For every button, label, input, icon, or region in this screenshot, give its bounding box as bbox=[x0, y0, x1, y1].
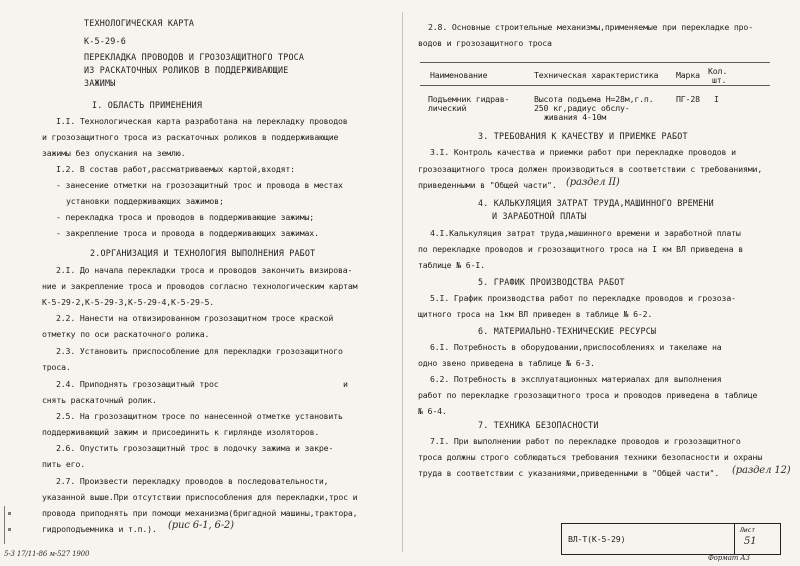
table-header: Марка bbox=[676, 70, 700, 80]
sheet-number: 51 bbox=[744, 536, 757, 547]
table-cell: лический bbox=[428, 103, 467, 113]
paragraph-line: по перекладке проводов и грозозащитного троса на I км ВЛ приведена в bbox=[418, 244, 743, 254]
doc-title: ТЕХНОЛОГИЧЕСКАЯ КАРТА bbox=[84, 18, 195, 28]
doc-code: К-5-29-6 bbox=[84, 36, 126, 46]
paragraph-line: зажимы без опускания на землю. bbox=[42, 148, 186, 158]
paragraph-line: 2.8. Основные строительные механизмы,применяемые при перекладке про- bbox=[428, 22, 753, 32]
section-title: И ЗАРАБОТНОЙ ПЛАТЫ bbox=[492, 211, 587, 221]
table-header: Наименование bbox=[430, 70, 488, 80]
table-cell: Высота подъема Н=28м,г.п. bbox=[534, 94, 654, 104]
handwritten-note: (раздел II) bbox=[566, 177, 620, 188]
paragraph-line: 2.4. Приподнять грозозащитный трос bbox=[56, 379, 219, 389]
paragraph-line: труда в соответствии с указаниями,приведенными в "Общей части". bbox=[418, 468, 720, 478]
table-header: Кол. bbox=[708, 66, 728, 76]
paragraph-line: 2.I. До начала перекладки троса и проводов закончить визирова- bbox=[56, 265, 353, 275]
paragraph-line: и bbox=[343, 379, 348, 389]
paragraph-line: пить его. bbox=[42, 459, 86, 469]
paragraph-line: 4.I.Калькуляция затрат труда,машинного времени и заработной платы bbox=[430, 228, 741, 238]
paragraph-line: I.2. В состав работ,рассматриваемых картой,входят: bbox=[56, 164, 295, 174]
table-cell: живания 4-10м bbox=[544, 112, 607, 122]
handwritten-note: (раздел 12) bbox=[732, 465, 791, 476]
table-cell: Подъемник гидрав- bbox=[428, 94, 510, 104]
paragraph-line: 5.I. График производства работ по перекладке проводов и грозоза- bbox=[430, 293, 736, 303]
column-divider bbox=[402, 12, 403, 552]
sheet-label: Лист bbox=[740, 526, 756, 534]
paragraph-line: поддерживающий зажим и присоединить к гирлянде изоляторов. bbox=[42, 427, 320, 437]
paragraph-line: снять раскаточный ролик. bbox=[42, 395, 157, 405]
format-label: Формат А3 bbox=[708, 554, 750, 562]
paragraph-line: 2.7. Произвести перекладку проводов в последовательности, bbox=[56, 476, 329, 486]
paragraph-line: провода приподнять при помощи механизма(бригадной машины,трактора, bbox=[42, 508, 358, 518]
doc-subtitle: ЗАЖИМЫ bbox=[84, 78, 116, 88]
section-title: I. ОБЛАСТЬ ПРИМЕНЕНИЯ bbox=[92, 100, 203, 110]
paragraph-line: К-5-29-2,К-5-29-3,К-5-29-4,К-5-29-5. bbox=[42, 297, 215, 307]
paragraph-line: указанной выше.При отсутствии приспособления для перекладки,трос и bbox=[42, 492, 358, 502]
paragraph-line: грозозащитного троса должен производиться в соответствии с требованиями, bbox=[418, 164, 763, 174]
table-cell: I bbox=[714, 94, 719, 104]
paragraph-line: 6.I. Потребность в оборудовании,приспособлениях и такелаже на bbox=[430, 342, 722, 352]
paragraph-line: щитного троса на 1км ВЛ приведен в таблице № 6-2. bbox=[418, 309, 653, 319]
doc-subtitle: ПЕРЕКЛАДКА ПРОВОДОВ И ГРОЗОЗАЩИТНОГО ТРОСА bbox=[84, 52, 305, 62]
paragraph-line: 2.6. Опустить грозозащитный трос в лодочку зажима и закре- bbox=[56, 443, 334, 453]
paragraph-line: работ по перекладке грозозащитного троса и проводов приведена в таблице bbox=[418, 390, 758, 400]
paragraph-line: одно звено приведена в таблице № 6-3. bbox=[418, 358, 595, 368]
list-item: - перекладка троса и проводов в поддерживающие зажимы; bbox=[56, 212, 315, 222]
table-header: Техническая характеристика bbox=[534, 70, 659, 80]
table-rule bbox=[420, 62, 770, 63]
list-item: - закрепление троса и провода в поддерживающих зажимах. bbox=[56, 228, 319, 238]
title-block-code-cell bbox=[562, 524, 735, 554]
doc-subtitle: ИЗ РАСКАТОЧНЫХ РОЛИКОВ В ПОДДЕРЖИВАЮЩИЕ bbox=[84, 65, 289, 75]
paragraph-line: 6.2. Потребность в эксплуатационных материалах для выполнения bbox=[430, 374, 722, 384]
section-title: 5. ГРАФИК ПРОИЗВОДСТВА РАБОТ bbox=[478, 277, 625, 287]
title-block-code: ВЛ-Т(К-5-29) bbox=[568, 534, 626, 544]
table-rule bbox=[420, 85, 770, 86]
list-item: установки поддерживающих зажимов; bbox=[66, 196, 224, 206]
margin-mark bbox=[8, 512, 11, 515]
paragraph-line: водов и грозозащитного троса bbox=[418, 38, 552, 48]
margin-mark bbox=[8, 528, 11, 531]
paragraph-line: 7.I. При выполнении работ по перекладке проводов и грозозащитного bbox=[430, 436, 741, 446]
margin-mark bbox=[4, 506, 5, 544]
table-header: шт. bbox=[712, 75, 727, 85]
paragraph-line: № 6-4. bbox=[418, 406, 447, 416]
print-mark: 5-3 17/11-86 м-527 1900 bbox=[4, 550, 90, 558]
paragraph-line: троса должны строго соблюдаться требования техники безопасности и охраны bbox=[418, 452, 763, 462]
paragraph-line: троса. bbox=[42, 362, 71, 372]
handwritten-note: (рис 6-1, 6-2) bbox=[168, 520, 234, 531]
paragraph-line: 2.3. Установить приспособление для перекладки грозозащитного bbox=[56, 346, 343, 356]
table-cell: 250 кг,радиус обслу- bbox=[534, 103, 630, 113]
list-item: - занесение отметки на грозозащитный трос и провода в местах bbox=[56, 180, 343, 190]
section-title: 2.ОРГАНИЗАЦИЯ И ТЕХНОЛОГИЯ ВЫПОЛНЕНИЯ РАБОТ bbox=[90, 248, 316, 258]
table-cell: ПГ-28 bbox=[676, 94, 700, 104]
title-block bbox=[561, 523, 781, 555]
section-title: 4. КАЛЬКУЛЯЦИЯ ЗАТРАТ ТРУДА,МАШИННОГО ВРЕМЕНИ bbox=[478, 198, 714, 208]
paragraph-line: 3.I. Контроль качества и приемки работ при перекладке проводов и bbox=[430, 147, 736, 157]
paragraph-line: таблице № 6-I. bbox=[418, 260, 485, 270]
paragraph-line: 2.5. На грозозащитном тросе по нанесенной отметке установить bbox=[56, 411, 343, 421]
paragraph-line: гидроподъемника и т.п.). bbox=[42, 524, 157, 534]
section-title: 3. ТРЕБОВАНИЯ К КАЧЕСТВУ И ПРИЕМКЕ РАБОТ bbox=[478, 131, 688, 141]
section-title: 7. ТЕХНИКА БЕЗОПАСНОСТИ bbox=[478, 420, 599, 430]
paragraph-line: отметку по оси раскаточного ролика. bbox=[42, 329, 210, 339]
paragraph-line: I.I. Технологическая карта разработана на перекладку проводов bbox=[56, 116, 348, 126]
paragraph-line: ние и закрепление троса и проводов согласно технологическим картам bbox=[42, 281, 358, 291]
paragraph-line: приведенными в "Общей части". bbox=[418, 180, 557, 190]
section-title: 6. МАТЕРИАЛЬНО-ТЕХНИЧЕСКИЕ РЕСУРСЫ bbox=[478, 326, 657, 336]
paragraph-line: 2.2. Нанести на отвизированном грозозащитном тросе краской bbox=[56, 313, 334, 323]
paragraph-line: и грозозащитного троса из раскаточных роликов в поддерживающие bbox=[42, 132, 339, 142]
